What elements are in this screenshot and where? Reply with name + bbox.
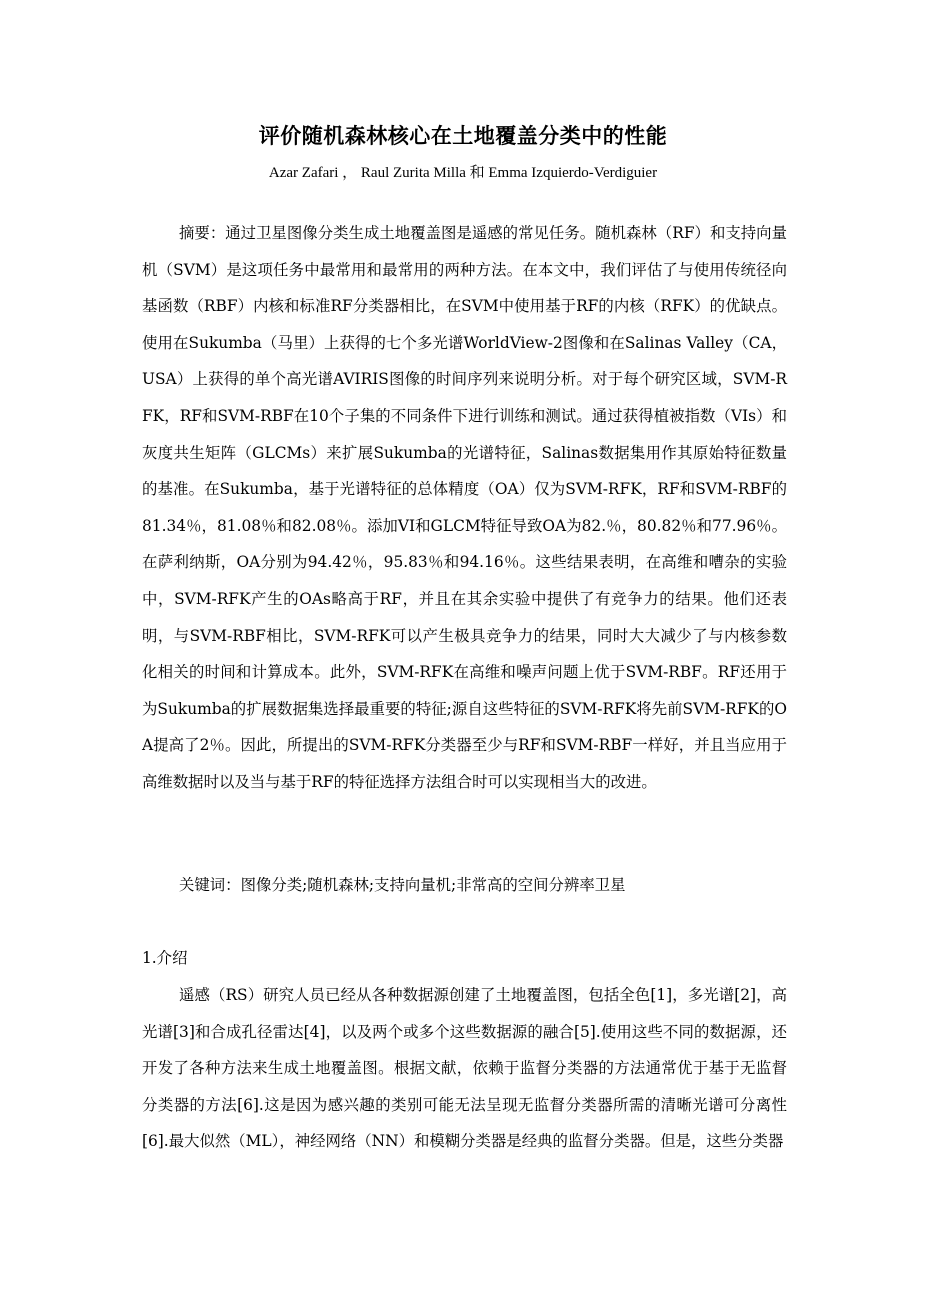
abstract-paragraph: 摘要：通过卫星图像分类生成土地覆盖图是遥感的常见任务。随机森林（RF）和支持向量机（SVM）是这项任务中最常用和最常用的两种方法。在本文中，我们评估了与使用传统径向基函数（RBF）内核和标准RF分类器相比，在SVM中使用基于RF的内核（RFK）的优缺点。使用在Sukumba（马里）上获得的七个多光谱WorldView-2图像和在Salinas Valley（CA，USA）上获得的单个高光谱AVIRIS图像的时间序列来说明分析。对于每个研究区域，SVM-RFK，RF和SVM-RBF在10个子集的不同条件下进行训练和测试。通过获得植被指数（VIs）和灰度共生矩阵（GLCMs）来扩展Sukumba的光谱特征，Salinas数据集用作其原始特征数量的基准。在Sukumba，基于光谱特征的总体精度（OA）仅为SVM-RFK，RF和SVM-RBF的81.34％，81.08％和82.08％。添加VI和GLCM特征导致OA为82.％，80.82％和77.96％。在萨利纳斯，OA分别为94.42％，95.83％和94.16％。这些结果表明，在高维和嘈杂的实验中，SVM-RFK产生的OAs略高于RF，并且在其余实验中提供了有竞争力的结果。他们还表明，与SVM-RBF相比，SVM-RFK可以产生极具竞争力的结果，同时大大减少了与内核参数化相关的时间和计算成本。此外，SVM-RFK在高维和噪声问题上优于SVM-RBF。RF还用于为Sukumba的扩展数据集选择最重要的特征;源自这些特征的SVM-RFK将先前SVM-RFK的OA提高了2％。因此，所提出的SVM-RFK分类器至少与RF和SVM-RBF一样好，并且当应用于高维数据时以及当与基于RF的特征选择方法组合时可以实现相当大的改进。: [142, 224, 788, 791]
paper-title: 评价随机森林核心在土地覆盖分类中的性能: [258, 124, 668, 148]
section-heading: 1.介绍: [142, 949, 188, 967]
keywords-line: 关键词：图像分类;随机森林;支持向量机;非常高的空间分辨率卫星: [179, 876, 626, 894]
paper-authors: Azar Zafari ， Raul Zurita Milla 和 Emma Izquierdo-Verdiguier: [268, 165, 658, 181]
intro-paragraph: 遥感（RS）研究人员已经从各种数据源创建了土地覆盖图，包括全色[1]，多光谱[2]，高光谱[3]和合成孔径雷达[4]，以及两个或多个这些数据源的融合[5].使用这些不同的数据源，还开发了各种方法来生成土地覆盖图。根据文献，依赖于监督分类器的方法通常优于基于无监督分类器的方法[6].这是因为感兴趣的类别可能无法呈现无监督分类器所需的清晰光谱可分离性[6].最大似然（ML），神经网络（NN）和模糊分类器是经典的监督分类器。但是，这些分类器: [142, 986, 787, 1151]
